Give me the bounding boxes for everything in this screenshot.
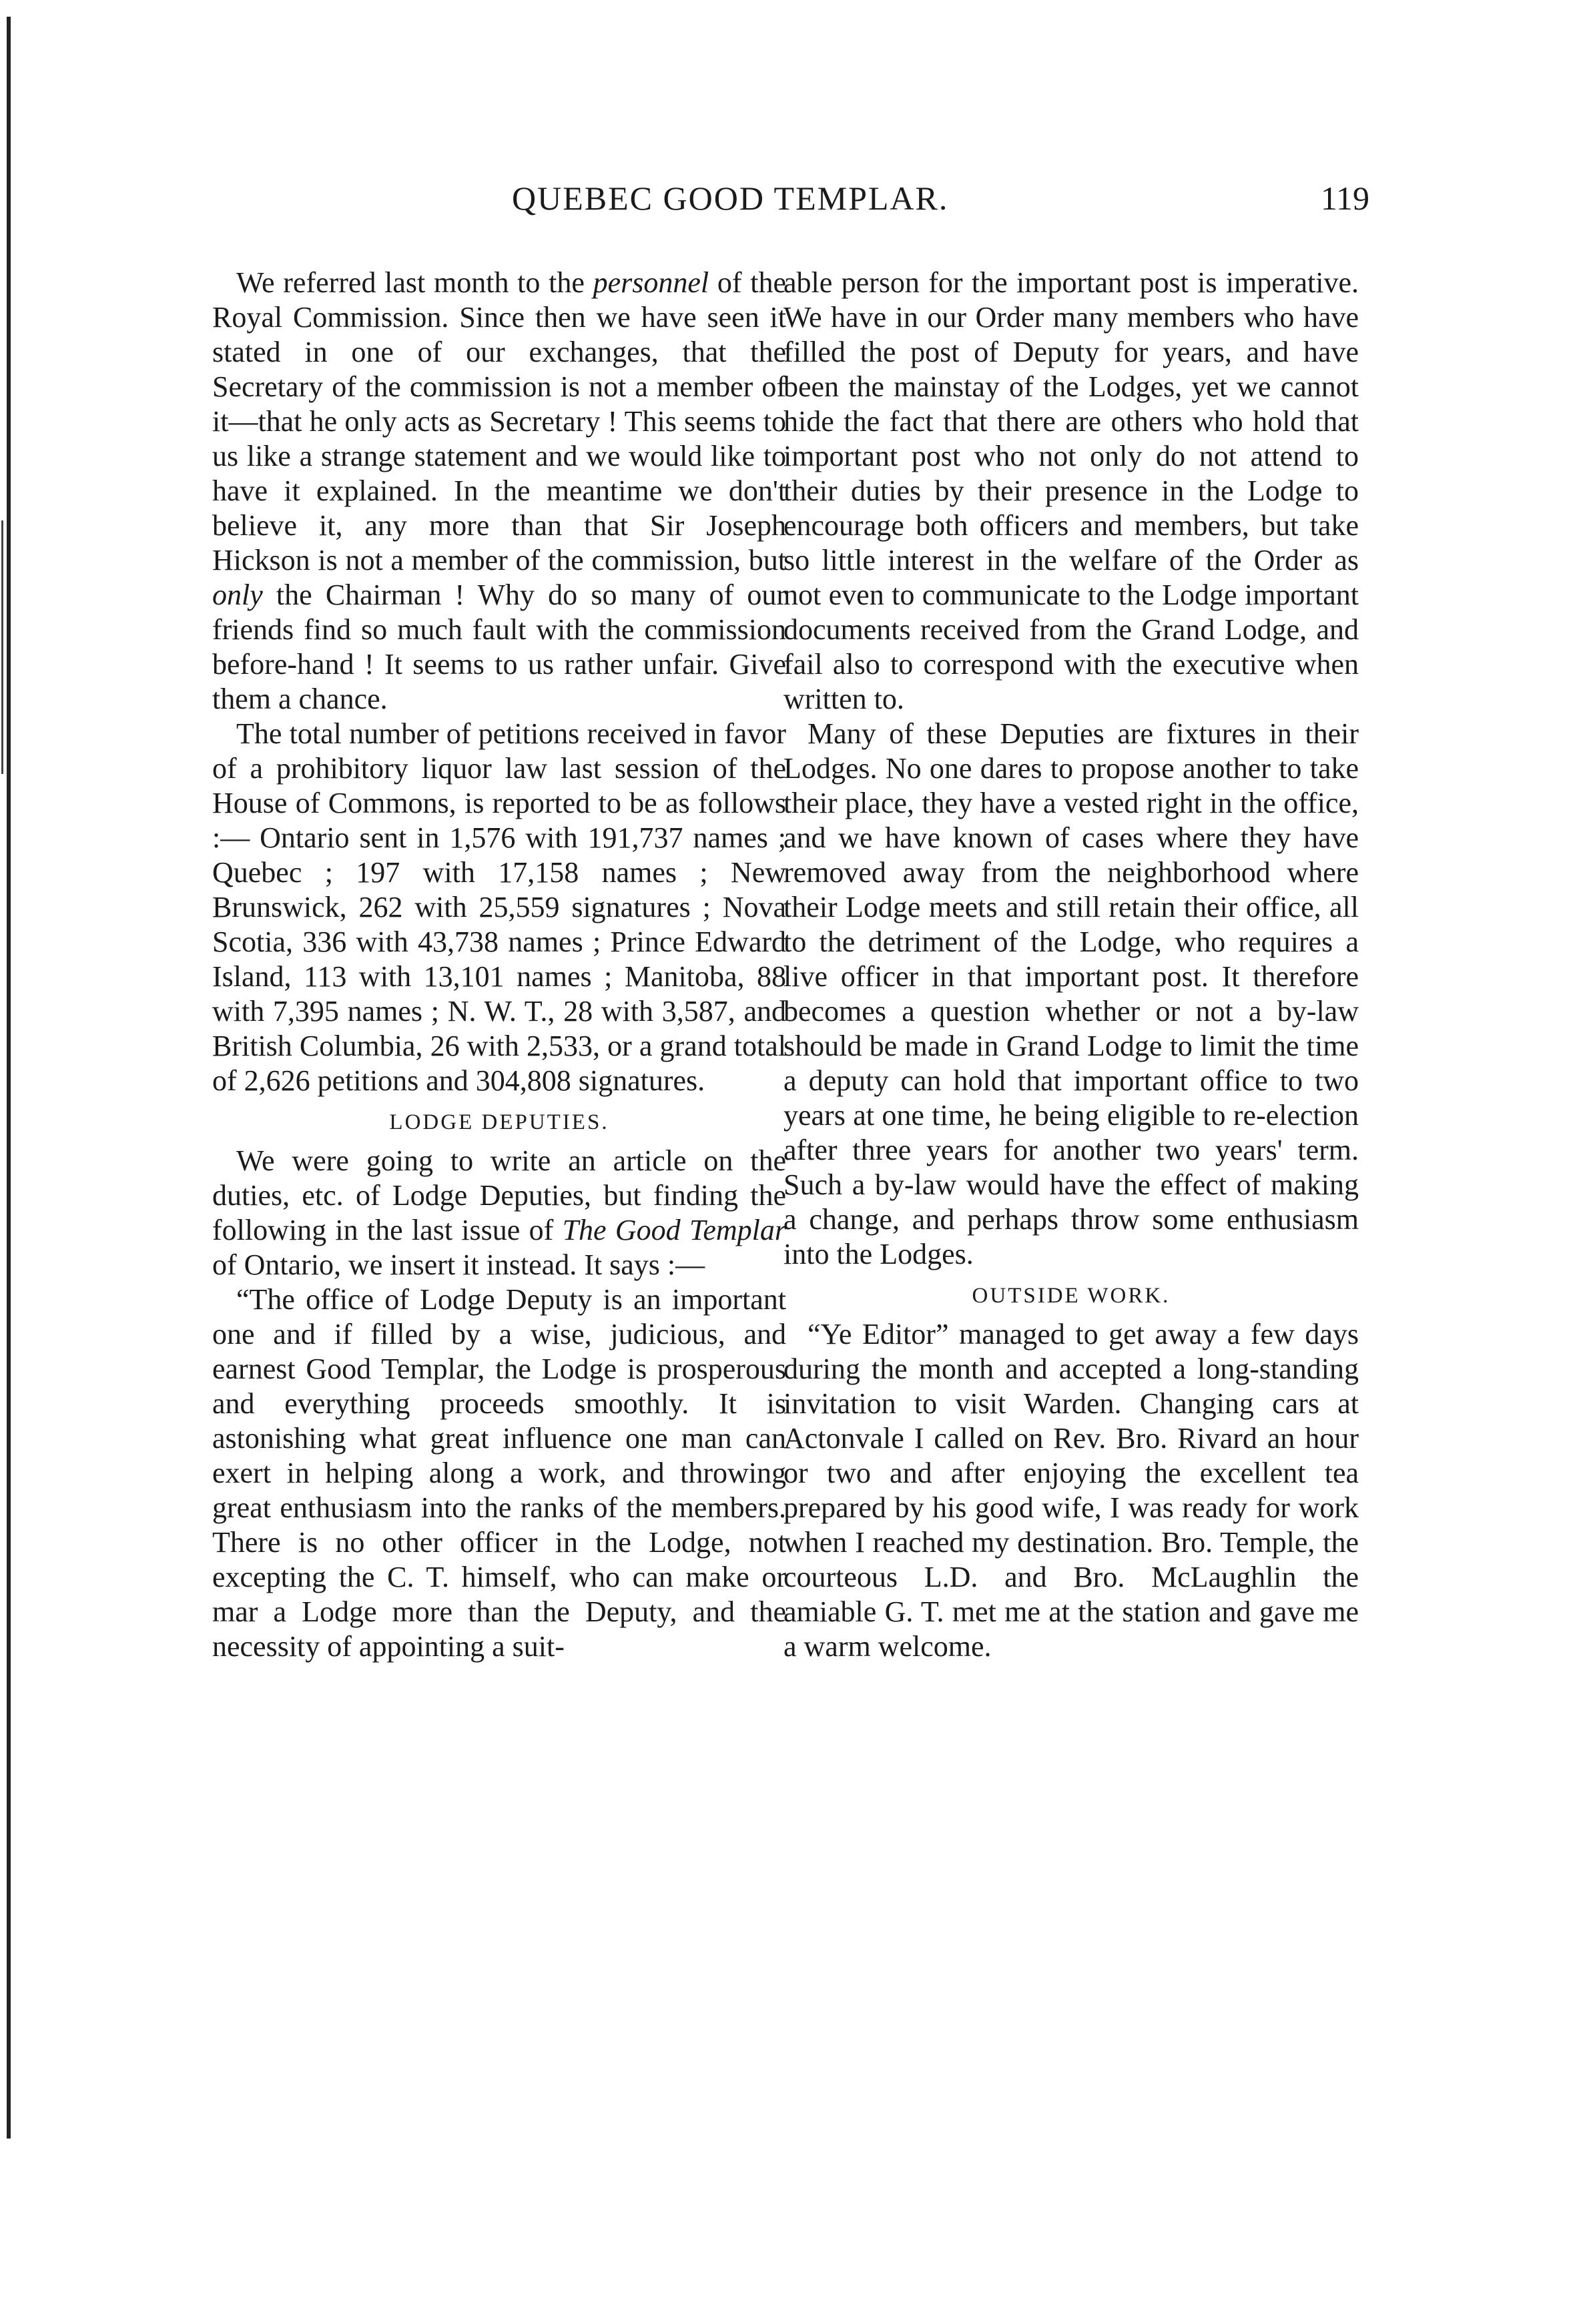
running-title: QUEBEC GOOD TEMPLAR.	[512, 179, 949, 217]
paragraph-royal-commission: We referred last month to the personnel of the Royal Commission. Since then we have seen it stated in one of our exchanges, that the Secretary of the commission is not a member of it—that he only acts as Secretary ! This seems to us like a strange statement and we would like to have it explained. In the meantime we don't believe it, any more than that Sir Joseph Hickson is not a member of the commission, but only the Chairman ! Why do so many of our friends find so much fault with the commission before-hand ! It seems to us rather unfair. Give them a chance.	[212, 266, 786, 715]
paragraph-deputies-fixtures: Many of these Deputies are fixtures in their Lodges. No one dares to propose another to take their place, they have a vested right in the office, and we have known of cases where they have removed away from the neighborhood where their Lodge meets and still retain their office, all to the detriment of the Lodge, who requires a live officer in that important post. It therefore becomes a question whether or not a by-law should be made in Grand Lodge to limit the time a deputy can hold that important office to two years at one time, he being eligible to re-election after three years for another two years' term. Such a by-law would have the effect of making a change, and perhaps throw some enthusiasm into the Lodges.	[783, 717, 1359, 1270]
scan-edge-shadow-secondary	[1, 520, 3, 774]
paragraph-outside-work: “Ye Editor” managed to get away a few days during the month and accepted a long-standing invitation to visit Warden. Changing cars at Actonvale I called on Rev. Bro. Rivard an hour or two and after enjoying the excellent tea prepared by his good wife, I was ready for work when I reached my destination. Bro. Temple, the courteous L.D. and Bro. McLaughlin the amiable G. T. met me at the station and gave me a warm welcome.	[783, 1318, 1359, 1663]
scan-edge-shadow	[7, 17, 11, 2139]
right-column	[783, 266, 1359, 1664]
italic-publication-title: The Good Templar	[562, 1214, 786, 1246]
page-header	[242, 179, 1376, 232]
left-column	[212, 266, 786, 1664]
paragraph-lodge-deputies-intro: We were going to write an article on the duties, etc. of Lodge Deputies, but finding the following in the last issue of The Good Templar of Ontario, we insert it instead. It says :—	[212, 1144, 786, 1281]
paragraph-quoted-office: “The office of Lodge Deputy is an important one and if filled by a wise, judicious, and earnest Good Templar, the Lodge is prosperous and everything proceeds smoothly. It is astonishing what great influence one man can exert in helping along a work, and throwing great enthusiasm into the ranks of the members. There is no other officer in the Lodge, not excepting the C. T. himself, who can make or mar a Lodge more than the Deputy, and the necessity of appointing a suit-	[212, 1283, 786, 1663]
italic-only: only	[212, 578, 263, 611]
italic-personnel: personnel	[593, 266, 709, 299]
heading-outside-work: OUTSIDE WORK.	[972, 1284, 1171, 1308]
paragraph-quoted-continued: able person for the important post is imperative. We have in our Order many members who have filled the post of Deputy for years, and have been the mainstay of the Lodges, yet we cannot hide the fact that there are others who hold that important post who not only do not attend to their duties by their presence in the Lodge to encourage both officers and members, but take so little interest in the welfare of the Order as not even to communicate to the Lodge important documents received from the Grand Lodge, and fail also to correspond with the executive when written to.	[783, 266, 1359, 715]
paragraph-petitions: The total number of petitions received in favor of a prohibitory liquor law last session of the House of Commons, is reported to be as follows :— Ontario sent in 1,576 with 191,737 names ; Quebec ; 197 with 17,158 names ; New Brunswick, 262 with 25,559 signatures ; Nova Scotia, 336 with 43,738 names ; Prince Edward Island, 113 with 13,101 names ; Manitoba, 88 with 7,395 names ; N. W. T., 28 with 3,587, and British Columbia, 26 with 2,533, or a grand total of 2,626 petitions and 304,808 signatures.	[212, 717, 786, 1097]
page-number: 119	[1320, 179, 1369, 217]
heading-lodge-deputies: LODGE DEPUTIES.	[389, 1110, 609, 1134]
